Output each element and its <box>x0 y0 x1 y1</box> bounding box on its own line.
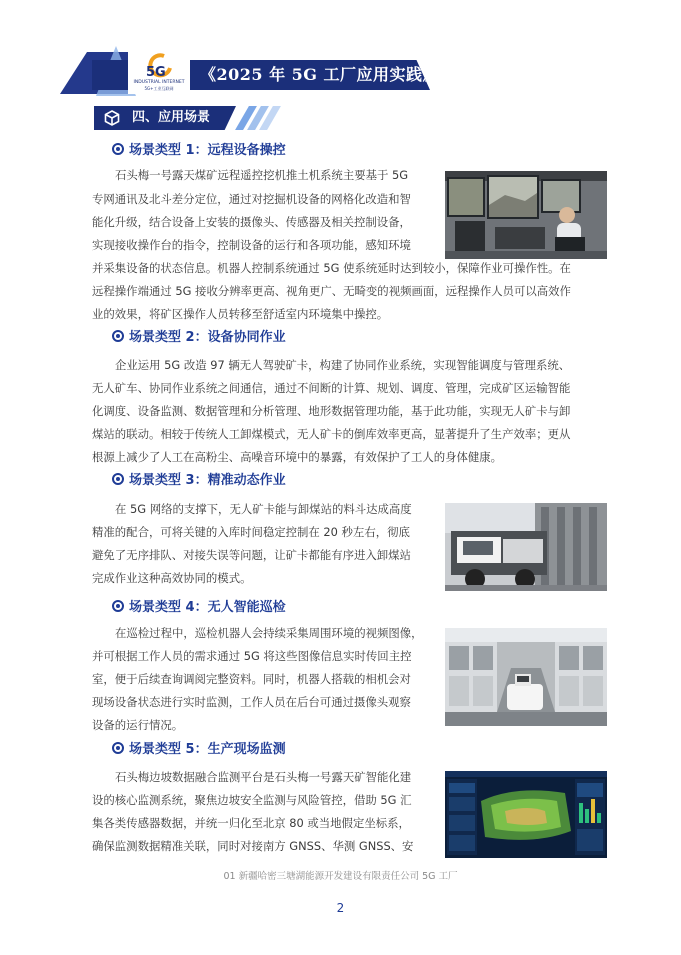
paragraph-line: 石头梅一号露天煤矿远程遥控挖机推土机系统主要基于 5G <box>115 168 409 182</box>
paragraph-line: 业的效果，将矿区操作人员转移至舒适室内环境集中操控。 <box>92 307 389 321</box>
svg-text:5G: 5G <box>146 65 166 80</box>
page-footer: 01 新疆哈密三塘湖能源开发建设有限责任公司 5G 工厂 <box>223 871 458 882</box>
paragraph-line: 实现接收操作台的指令，控制设备的运行和各项功能，感知环境 <box>92 238 411 252</box>
paragraph-line: 完成作业这种高效协同的模式。 <box>92 571 252 585</box>
paragraph-line: 远程操作端通过 5G 接收分辨率更高、视角更广、无畸变的视频画面，远程操作人员可以高效作 <box>92 284 571 298</box>
paragraph-line: 煤站的联动。相较于传统人工卸煤模式，无人矿卡的倒库效率更高，显著提升了生产效率；更从 <box>92 427 571 441</box>
paragraph-line: 设的核心监测系统，聚焦边坡安全监测与风险管控，借助 5G 汇 <box>92 793 412 807</box>
paragraph-line: 石头梅边坡数据融合监测平台是石头梅一号露天矿智能化建 <box>115 770 412 784</box>
5g-logo-icon <box>142 52 174 80</box>
logo-text-en: INDUSTRIAL INTERNET <box>133 80 185 85</box>
document-title: 《2025 年 5G 工厂应用实践》 <box>200 65 440 84</box>
target-bullet-icon <box>112 330 124 342</box>
paragraph-line: 在 5G 网络的支撑下，无人矿卡能与卸煤站的料斗达成高度 <box>115 502 412 516</box>
section-title: 四、应用场景 <box>132 110 211 125</box>
paragraph-line: 能化升级，结合设备上安装的摄像头、传感器及相关控制设备， <box>92 215 411 229</box>
cube-icon <box>104 110 120 126</box>
remote-control-photo <box>445 171 607 259</box>
paragraph-line: 确保监测数据精准关联，同时对接南方 GNSS、华测 GNSS、安 <box>92 839 414 853</box>
scenario-heading-5: 场景类型 5：生产现场监测 <box>112 741 286 759</box>
paragraph-line: 设备的运行情况。 <box>92 718 184 732</box>
scenario-heading-4: 场景类型 4：无人智能巡检 <box>112 599 286 617</box>
paragraph-line: 现场设备状态进行实时监测，工作人员在后台可通过摄像头观察 <box>92 695 411 709</box>
paragraph-line: 在巡检过程中，巡检机器人会持续采集周围环境的视频图像， <box>115 626 423 640</box>
target-bullet-icon <box>112 742 124 754</box>
company-logo <box>128 50 190 94</box>
scenario-heading-1: 场景类型 1：远程设备操控 <box>112 142 286 160</box>
paragraph-line: 专网通讯及北斗差分定位，通过对挖掘机设备的网格化改造和智 <box>92 192 411 206</box>
paragraph-line: 集各类传感器数据，并统一归化至北京 80 或当地假定坐标系， <box>92 816 410 830</box>
paragraph-line: 精准的配合，可将关键的入库时间稳定控制在 20 秒左右，彻底 <box>92 525 410 539</box>
paragraph-line: 企业运用 5G 改造 97 辆无人驾驶矿卡，构建了协同作业系统，实现智能调度与管理系统、 <box>115 358 571 372</box>
scenario-heading-2: 场景类型 2：设备协同作业 <box>112 329 286 347</box>
mining-truck-photo <box>445 503 607 591</box>
logo-text-cn: 5G+工业互联网 <box>144 86 174 91</box>
paragraph-line: 化调度、设备监测、数据管理和分析管理、地形数据管理功能，基于此功能，实现无人矿卡与卸 <box>92 404 571 418</box>
target-bullet-icon <box>112 600 124 612</box>
monitoring-dashboard-photo <box>445 771 607 858</box>
paragraph-line: 室，便于后续查询调阅完整资料。同时，机器人搭载的相机会对 <box>92 672 411 686</box>
scenario-heading-3: 场景类型 3：精准动态作业 <box>112 472 286 490</box>
paragraph-line: 并可根据工作人员的需求通过 5G 将这些图像信息实时传回主控 <box>92 649 412 663</box>
target-bullet-icon <box>112 143 124 155</box>
paragraph-line: 根源上减少了人工在高粉尘、高噪音环境中的暴露，有效保护了工人的身体健康。 <box>92 450 503 464</box>
page-number: 2 <box>336 901 345 915</box>
paragraph-line: 并采集设备的状态信息。机器人控制系统通过 5G 使系统延时达到较小，保障作业可操作性。在 <box>92 261 571 275</box>
target-bullet-icon <box>112 473 124 485</box>
paragraph-line: 无人矿车、协同作业系统之间通信，通过不间断的计算、规划、调度、管理，完成矿区运输智能 <box>92 381 571 395</box>
inspection-robot-photo <box>445 628 607 726</box>
paragraph-line: 避免了无序排队、对接失误等问题，让矿卡都能有序进入卸煤站 <box>92 548 411 562</box>
